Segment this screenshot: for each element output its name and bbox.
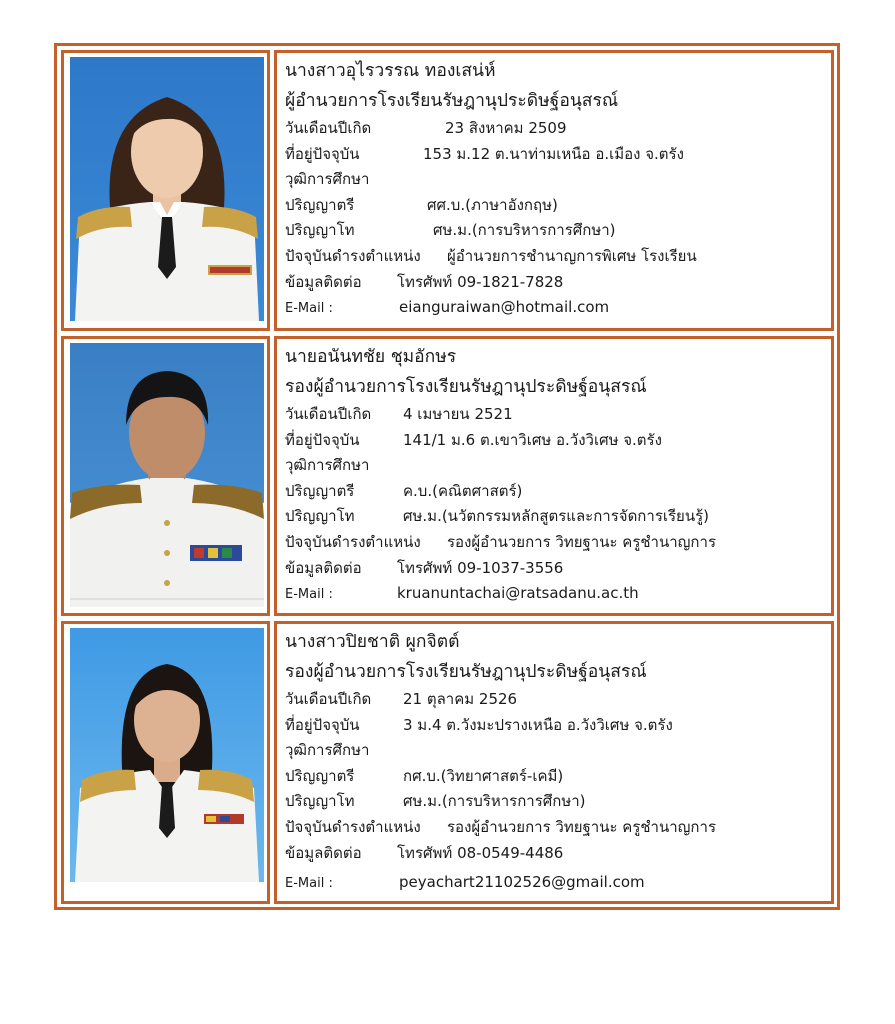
current-label: ปัจจุบันดำรงตำแหน่ง <box>285 532 421 551</box>
contact-line <box>285 841 825 867</box>
dob-value: 4 เมษายน 2521 <box>403 405 513 423</box>
contact-value: โทรศัพท์ 09-1037-3556 <box>397 558 564 577</box>
person-position: รองผู้อำนวยการโรงเรียนรัษฎานุประดิษฐ์อนุสรณ์ <box>285 377 647 397</box>
current-value: รองผู้อำนวยการ วิทยฐานะ ครูชำนาญการ <box>447 532 716 551</box>
photo-cell <box>61 50 270 331</box>
dob-line <box>285 402 825 428</box>
contact-value: โทรศัพท์ 09-1821-7828 <box>397 272 564 291</box>
address-value: 141/1 ม.6 ต.เขาวิเศษ อ.วังวิเศษ จ.ตรัง <box>403 430 662 449</box>
contact-line <box>285 556 825 582</box>
email-label: E-Mail : <box>285 587 333 603</box>
contact-label: ข้อมูลติดต่อ <box>285 843 362 862</box>
current-label: ปัจจุบันดำรงตำแหน่ง <box>285 817 421 836</box>
address-line <box>285 713 825 739</box>
current-line <box>285 530 825 556</box>
email-line <box>285 295 825 321</box>
staff-row <box>61 336 834 616</box>
photo-cell <box>61 336 270 616</box>
staff-table <box>54 43 840 910</box>
email-line <box>285 870 825 896</box>
address-label: ที่อยู่ปัจจุบัน <box>285 430 360 449</box>
current-line <box>285 244 825 270</box>
contact-label: ข้อมูลติดต่อ <box>285 558 362 577</box>
master-value: ศษ.ม.(การบริหารการศึกษา) <box>403 792 586 811</box>
dob-label: วันเดือนปีเกิด <box>285 405 372 423</box>
bachelor-line <box>285 479 825 505</box>
dob-line <box>285 116 825 142</box>
info-cell <box>274 336 834 616</box>
photo-cell <box>61 621 270 904</box>
email-label: E-Mail : <box>285 876 333 892</box>
current-value: รองผู้อำนวยการ วิทยฐานะ ครูชำนาญการ <box>447 817 716 836</box>
person-position: รองผู้อำนวยการโรงเรียนรัษฎานุประดิษฐ์อนุสรณ์ <box>285 662 647 682</box>
address-value: 153 ม.12 ต.นาท่ามเหนือ อ.เมือง จ.ตรัง <box>423 144 684 163</box>
master-line <box>285 789 825 815</box>
address-label: ที่อยู่ปัจจุบัน <box>285 715 360 734</box>
contact-label: ข้อมูลติดต่อ <box>285 272 362 291</box>
dob-line <box>285 687 825 713</box>
bachelor-line <box>285 764 825 790</box>
education-label: วุฒิการศึกษา <box>285 456 370 475</box>
bachelor-value: ศศ.บ.(ภาษาอังกฤษ) <box>427 195 558 214</box>
info-cell <box>274 621 834 904</box>
portrait-woman-icon <box>70 628 264 882</box>
bachelor-line <box>285 193 825 219</box>
dob-value: 23 สิงหาคม 2509 <box>445 119 567 137</box>
person-name: นางสาวปิยชาติ ผูกจิตต์ <box>285 632 460 652</box>
portrait-man-icon <box>70 343 264 607</box>
person-position: ผู้อำนวยการโรงเรียนรัษฎานุประดิษฐ์อนุสรณ์ <box>285 91 619 111</box>
current-line <box>285 815 825 841</box>
address-value: 3 ม.4 ต.วังมะปรางเหนือ อ.วังวิเศษ จ.ตรัง <box>403 715 673 734</box>
person-name: นายอนันทชัย ชุมอักษร <box>285 347 457 367</box>
dob-label: วันเดือนปีเกิด <box>285 690 372 708</box>
dob-label: วันเดือนปีเกิด <box>285 119 372 137</box>
contact-line <box>285 270 825 296</box>
bachelor-label: ปริญญาตรี <box>285 195 355 214</box>
bachelor-label: ปริญญาตรี <box>285 766 355 785</box>
education-label: วุฒิการศึกษา <box>285 170 370 189</box>
master-label: ปริญญาโท <box>285 221 355 240</box>
staff-row <box>61 621 834 904</box>
current-label: ปัจจุบันดำรงตำแหน่ง <box>285 246 421 265</box>
master-value: ศษ.ม.(การบริหารการศึกษา) <box>433 221 616 240</box>
address-label: ที่อยู่ปัจจุบัน <box>285 144 360 163</box>
master-line <box>285 504 825 530</box>
contact-value: โทรศัพท์ 08-0549-4486 <box>397 843 564 862</box>
email-label: E-Mail : <box>285 301 333 317</box>
address-line <box>285 142 825 168</box>
current-value: ผู้อำนวยการชำนาญการพิเศษ โรงเรียน <box>447 246 697 265</box>
bachelor-label: ปริญญาตรี <box>285 481 355 500</box>
address-line <box>285 428 825 454</box>
portrait-woman-icon <box>70 57 264 321</box>
master-value: ศษ.ม.(นวัตกรรมหลักสูตรและการจัดการเรียนรู้) <box>403 507 710 526</box>
education-label: วุฒิการศึกษา <box>285 741 370 760</box>
email-link[interactable]: peyachart21102526@gmail.com <box>399 873 645 892</box>
master-label: ปริญญาโท <box>285 792 355 811</box>
person-name: นางสาวอุไรวรรณ ทองเสน่ห์ <box>285 61 496 81</box>
info-cell <box>274 50 834 331</box>
email-link[interactable]: kruanuntachai@ratsadanu.ac.th <box>397 584 639 603</box>
bachelor-value: ค.บ.(คณิตศาสตร์) <box>403 481 523 500</box>
master-line <box>285 218 825 244</box>
email-line <box>285 581 825 607</box>
bachelor-value: กศ.บ.(วิทยาศาสตร์-เคมี) <box>403 766 564 785</box>
master-label: ปริญญาโท <box>285 507 355 526</box>
staff-row <box>61 50 834 331</box>
dob-value: 21 ตุลาคม 2526 <box>403 690 518 708</box>
email-link[interactable]: eianguraiwan@hotmail.com <box>399 298 610 317</box>
